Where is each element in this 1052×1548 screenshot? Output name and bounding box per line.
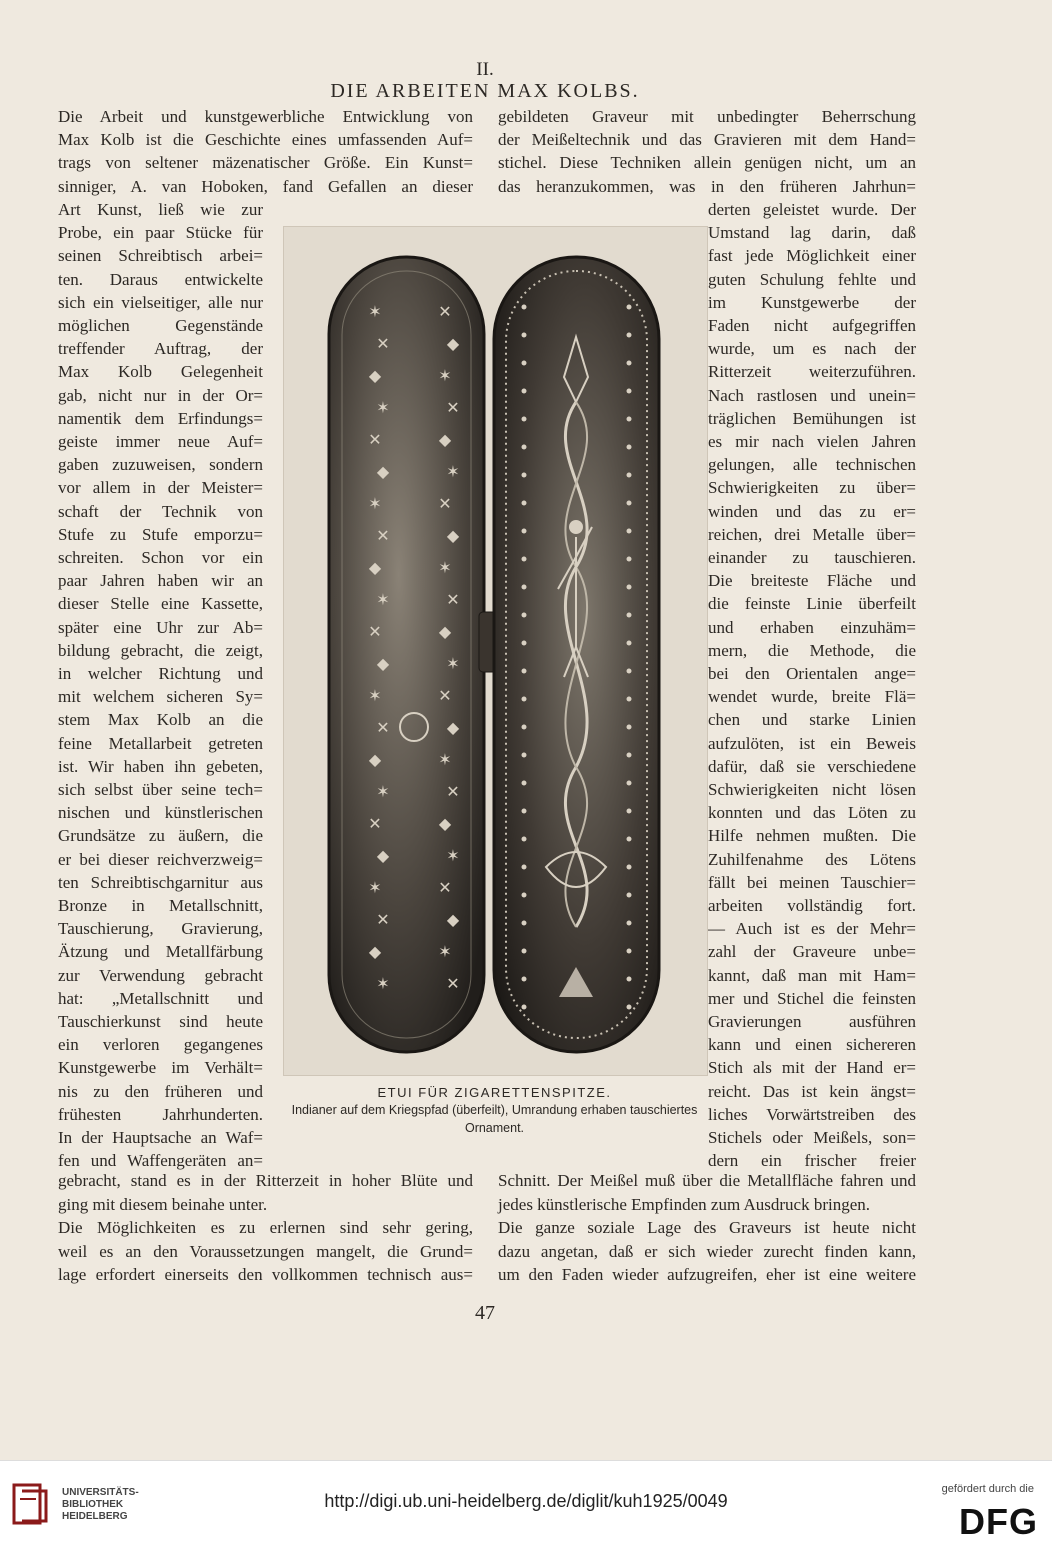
star-inlay: ◆: [368, 944, 382, 961]
text-line: Die breiteste Fläche und: [708, 571, 916, 591]
library-name: UNIVERSITÄTS- BIBLIOTHEK HEIDELBERG: [62, 1487, 139, 1522]
star-inlay: ✶: [368, 304, 382, 321]
text-line: gebildeten Graveur mit unbedingter Beherrschung: [498, 107, 916, 126]
text-line: gebracht, stand es in der Ritterzeit in hoher Blüte und: [58, 1171, 473, 1190]
star-inlay: ✕: [368, 816, 382, 833]
text-line: weil es an den Voraussetzungen mangelt, die Grund=: [58, 1241, 473, 1261]
dot-inlay: [522, 529, 527, 534]
star-inlay: ◆: [368, 752, 382, 769]
dot-inlay: [522, 1005, 527, 1010]
text-line: frühesten Jahrhunderten.: [58, 1104, 263, 1124]
figure-caption-title: ETUI FÜR ZIGARETTENSPITZE.: [377, 1085, 612, 1100]
text-line: Max Kolb Gelegenheit: [58, 362, 263, 382]
text-line: kann und einen sichereren: [708, 1035, 916, 1055]
dot-inlay: [627, 669, 632, 674]
star-inlay: ✕: [376, 336, 390, 353]
dot-inlay: [627, 753, 632, 758]
dot-inlay: [627, 809, 632, 814]
text-line: hat: „Metallschnitt und: [58, 988, 263, 1008]
star-inlay: ✕: [376, 720, 390, 737]
dot-inlay: [627, 837, 632, 842]
dot-inlay: [627, 501, 632, 506]
star-inlay: ◆: [446, 336, 460, 353]
digitization-footer: [0, 1460, 1052, 1548]
star-inlay: ◆: [368, 368, 382, 385]
text-line: einander zu tauschieren.: [708, 548, 916, 567]
dot-inlay: [522, 333, 527, 338]
text-line: In der Hauptsache an Waf=: [58, 1128, 263, 1147]
star-inlay: ◆: [438, 816, 452, 833]
text-line: fen und Waffengeräten an=: [58, 1151, 263, 1171]
text-line: zur Verwendung gebracht: [58, 965, 263, 985]
text-line: winden und das zu er=: [708, 501, 916, 521]
text-line: die feinste Linie überfeilt: [708, 594, 916, 614]
star-inlay: ✶: [438, 944, 452, 961]
dot-inlay: [627, 781, 632, 786]
text-line: kannt, daß man mit Ham=: [708, 965, 916, 985]
dot-inlay: [522, 809, 527, 814]
dot-inlay: [522, 865, 527, 870]
star-inlay: ✕: [438, 880, 452, 897]
text-line: fast jede Möglichkeit einer: [708, 246, 916, 266]
text-line: ten Schreibtischgarnitur aus: [58, 872, 263, 892]
text-line: konnten und das Löten zu: [708, 803, 916, 823]
dot-inlay: [522, 417, 527, 422]
dot-inlay: [627, 921, 632, 926]
text-line: arbeiten vollständig fort.: [708, 896, 916, 915]
dot-inlay: [627, 557, 632, 562]
star-inlay: ◆: [376, 848, 390, 865]
star-inlay: ✶: [376, 400, 390, 417]
text-line: bildung gebracht, die zeigt,: [58, 640, 263, 660]
dot-inlay: [522, 641, 527, 646]
text-line: gab, nicht nur in der Or=: [58, 385, 263, 405]
case-illustration: [284, 227, 707, 1075]
dot-inlay: [522, 949, 527, 954]
star-inlay: ◆: [376, 656, 390, 673]
star-inlay: ✕: [376, 912, 390, 929]
dot-inlay: [627, 1005, 632, 1010]
text-line: schaft der Technik von: [58, 501, 263, 521]
star-inlay: ◆: [446, 720, 460, 737]
text-line: sich ein vielseitiger, alle nur: [58, 292, 263, 312]
dot-inlay: [522, 473, 527, 478]
star-inlay: ✶: [438, 560, 452, 577]
text-line: im Kunstgewerbe der: [708, 292, 916, 312]
text-line: dern ein frischer freier: [708, 1151, 916, 1171]
text-line: bei den Orientalen ange=: [708, 664, 916, 683]
text-line: dieser Stelle eine Kassette,: [58, 594, 263, 614]
text-line: der Meißeltechnik und das Gravieren mit dem Hand=: [498, 130, 916, 150]
dot-inlay: [522, 305, 527, 310]
text-line: Ätzung und Metallfärbung: [58, 942, 263, 962]
star-inlay: ◆: [446, 528, 460, 545]
text-line: Stichels oder Meißels, son=: [708, 1128, 916, 1147]
text-line: dazu angetan, daß er sich wieder zurecht finden kann,: [498, 1241, 916, 1261]
dot-inlay: [627, 417, 632, 422]
star-inlay: ✕: [446, 400, 460, 417]
dot-inlay: [627, 473, 632, 478]
text-line: trags von seltener mäzenatischer Größe. Ein Kunst=: [58, 153, 473, 173]
star-inlay: ✶: [368, 688, 382, 705]
text-line: gelungen, alle technischen: [708, 455, 916, 475]
text-line: Tauschierkunst sind heute: [58, 1012, 263, 1031]
star-inlay: ✶: [446, 848, 460, 865]
text-line: Stufe zu Stufe emporzu=: [58, 524, 263, 544]
text-line: ten. Daraus entwickelte: [58, 269, 263, 289]
dot-inlay: [627, 585, 632, 590]
star-inlay: ◆: [438, 624, 452, 641]
dot-inlay: [627, 977, 632, 982]
dot-inlay: [522, 977, 527, 982]
dot-inlay: [522, 725, 527, 730]
text-line: Hilfe nehmen mußten. Die: [708, 826, 916, 846]
text-line: um den Faden wieder aufzugreifen, eher ist eine weitere: [498, 1265, 916, 1284]
dot-inlay: [522, 445, 527, 450]
star-inlay: ✕: [438, 688, 452, 705]
dot-inlay: [627, 949, 632, 954]
text-line: ging mit diesem beinahe unter.: [58, 1194, 268, 1214]
text-line: derten geleistet wurde. Der: [708, 200, 916, 219]
star-inlay: ✶: [438, 368, 452, 385]
text-line: stichel. Diese Techniken allein genügen nicht, um an: [498, 153, 916, 173]
digital-collection-url[interactable]: http://digi.ub.uni-heidelberg.de/diglit/kuh1925/0049: [324, 1491, 728, 1511]
dot-inlay: [627, 389, 632, 394]
page-number: 47: [475, 1302, 495, 1324]
dot-inlay: [627, 529, 632, 534]
text-line: Max Kolb ist die Geschichte eines umfassenden Auf=: [58, 130, 473, 150]
dot-inlay: [627, 865, 632, 870]
text-line: träglichen Bemühungen ist: [708, 408, 916, 428]
text-line: gaben zuzuweisen, sondern: [58, 455, 263, 475]
case-left-half: [329, 257, 484, 1052]
dot-inlay: [627, 697, 632, 702]
star-inlay: ✕: [446, 784, 460, 801]
text-line: mer und Stichel die feinsten: [708, 988, 916, 1008]
text-line: Bronze in Metallschnitt,: [58, 896, 263, 915]
dot-inlay: [522, 501, 527, 506]
text-line: es mir nach vielen Jahren: [708, 432, 916, 451]
star-inlay: ✕: [438, 496, 452, 513]
text-line: nischen und künstlerischen: [58, 803, 263, 823]
text-line: Zuhilfenahme des Lötens: [708, 849, 916, 869]
section-number: II.: [476, 59, 494, 80]
text-line: mit welchem sicheren Sy=: [58, 687, 263, 707]
text-line: Stich als mit der Hand er=: [708, 1058, 916, 1078]
text-line: jedes künstlerische Empfinden zum Ausdruck bringen.: [498, 1194, 871, 1214]
text-line: Ritterzeit weiterzuführen.: [708, 362, 916, 382]
text-line: reichen, drei Metalle über=: [708, 524, 916, 544]
star-inlay: ✕: [368, 624, 382, 641]
star-inlay: ✕: [368, 432, 382, 449]
text-line: ein verloren gegangenes: [58, 1035, 263, 1055]
text-line: Nach rastlosen und unein=: [708, 385, 916, 405]
star-inlay: ✕: [446, 976, 460, 993]
text-line: mern, die Methode, die: [708, 640, 916, 660]
text-line: Schwierigkeiten nicht lösen: [708, 780, 916, 799]
figure-photo-cigarette-holder-case: [283, 226, 708, 1076]
page-title: DIE ARBEITEN MAX KOLBS.: [330, 80, 640, 102]
star-inlay: ◆: [438, 432, 452, 449]
star-inlay: ✶: [438, 752, 452, 769]
text-line: Tauschierung, Gravierung,: [58, 919, 263, 939]
text-line: liches Vorwärtstreiben des: [708, 1104, 916, 1124]
text-line: Schwierigkeiten zu über=: [708, 478, 916, 498]
text-line: paar Jahren haben wir an: [58, 571, 263, 591]
dot-inlay: [522, 921, 527, 926]
text-line: dafür, daß sie verschiedene: [708, 756, 916, 776]
text-line: Faden nicht aufgegriffen: [708, 316, 916, 335]
text-line: geiste immer neue Auf=: [58, 432, 263, 451]
text-line: Die ganze soziale Lage des Graveurs ist heute nicht: [498, 1218, 916, 1237]
case-right-half: [494, 257, 659, 1052]
dot-inlay: [522, 557, 527, 562]
dot-inlay: [522, 753, 527, 758]
dot-inlay: [627, 641, 632, 646]
text-line: lage erfordert einerseits den vollkommen technisch aus=: [58, 1265, 473, 1284]
text-line: Schnitt. Der Meißel muß über die Metallfläche fahren und: [498, 1171, 916, 1190]
text-line: wurde, um es nach der: [708, 339, 916, 359]
star-inlay: ✶: [446, 464, 460, 481]
figure-caption-text: Indianer auf dem Kriegspfad (überfeilt), Umrandung erhaben tauschiertes Ornament.: [291, 1103, 698, 1135]
text-line: Die Arbeit und kunstgewerbliche Entwicklung von: [58, 107, 473, 126]
dot-inlay: [627, 333, 632, 338]
star-inlay: ✶: [376, 592, 390, 609]
text-line: das heranzukommen, was in den früheren Jahrhun=: [498, 176, 916, 196]
dot-inlay: [522, 837, 527, 842]
star-inlay: ✕: [446, 592, 460, 609]
text-line: seinen Schreibtisch arbei=: [58, 246, 263, 266]
text-line: später eine Uhr zur Ab=: [58, 617, 263, 637]
star-inlay: ✶: [368, 496, 382, 513]
text-line: wendet wurde, breite Flä=: [708, 687, 916, 707]
star-inlay: ◆: [446, 912, 460, 929]
star-inlay: ✶: [376, 784, 390, 801]
text-line: feine Metallarbeit getreten: [58, 733, 263, 753]
text-line: reicht. Das ist kein ängst=: [708, 1081, 916, 1101]
text-line: möglichen Gegenstände: [58, 316, 263, 335]
dot-inlay: [522, 585, 527, 590]
text-line: Gravierungen ausführen: [708, 1012, 916, 1031]
star-inlay: ✶: [376, 976, 390, 993]
dot-inlay: [627, 613, 632, 618]
text-line: sinniger, A. van Hoboken, fand Gefallen an dieser: [58, 176, 473, 196]
text-line: in welcher Richtung und: [58, 664, 263, 683]
text-line: chen und starke Linien: [708, 710, 916, 730]
text-line: zahl der Graveure unbe=: [708, 942, 916, 962]
dot-inlay: [522, 613, 527, 618]
star-inlay: ✕: [376, 528, 390, 545]
dot-inlay: [522, 697, 527, 702]
text-line: guten Schulung fehlte und: [708, 269, 916, 289]
text-line: Probe, ein paar Stücke für: [58, 223, 263, 243]
text-line: Grundsätze zu äußern, die: [58, 826, 263, 846]
text-line: fällt bei meinen Tauschier=: [708, 872, 916, 892]
dot-inlay: [627, 445, 632, 450]
text-line: Kunstgewerbe im Verhält=: [58, 1058, 263, 1078]
star-inlay: ✕: [438, 304, 452, 321]
dot-inlay: [627, 305, 632, 310]
star-inlay: ✶: [368, 880, 382, 897]
dot-inlay: [627, 893, 632, 898]
dfg-logo: DFG: [959, 1501, 1038, 1542]
dot-inlay: [627, 725, 632, 730]
supported-by-label: gefördert durch die: [941, 1483, 1034, 1495]
text-line: namentik dem Erfindungs=: [58, 408, 263, 428]
dot-inlay: [522, 389, 527, 394]
text-line: ist. Wir haben ihn gebeten,: [58, 756, 263, 776]
text-line: — Auch ist es der Mehr=: [708, 919, 916, 939]
text-line: Art Kunst, ließ wie zur: [58, 200, 263, 219]
text-line: Die Möglichkeiten es zu erlernen sind sehr gering,: [58, 1218, 473, 1237]
dot-inlay: [522, 893, 527, 898]
dot-inlay: [627, 361, 632, 366]
text-line: Umstand lag darin, daß: [708, 223, 916, 243]
text-line: und erhaben einzuhäm=: [708, 617, 916, 637]
star-inlay: ✶: [446, 656, 460, 673]
dot-inlay: [522, 669, 527, 674]
dot-inlay: [522, 781, 527, 786]
text-line: nis zu den früheren und: [58, 1081, 263, 1101]
text-line: sich selbst über seine tech=: [58, 780, 263, 799]
star-inlay: ◆: [376, 464, 390, 481]
text-line: er bei dieser reichverzweig=: [58, 849, 263, 869]
text-line: vor allem in der Meister=: [58, 478, 263, 498]
text-line: aufzulöten, ist ein Beweis: [708, 733, 916, 753]
text-line: treffender Auftrag, der: [58, 339, 263, 359]
star-inlay: ◆: [368, 560, 382, 577]
text-line: stem Max Kolb an die: [58, 710, 263, 730]
dot-inlay: [522, 361, 527, 366]
text-line: schreiten. Schon vor ein: [58, 548, 263, 567]
